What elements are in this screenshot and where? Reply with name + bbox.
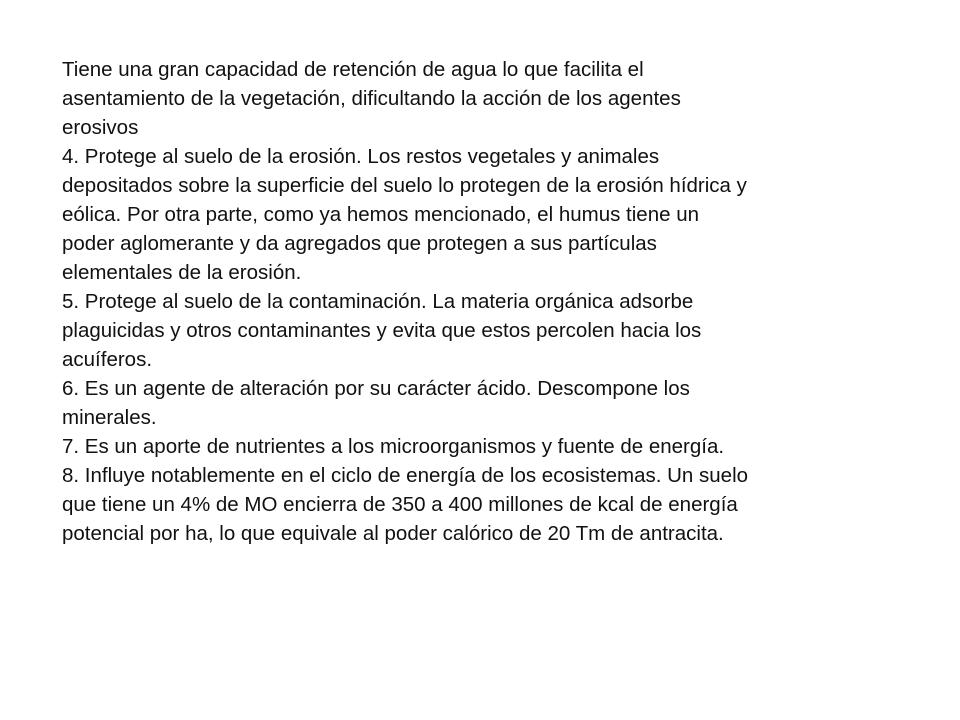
text-line: que tiene un 4% de MO encierra de 350 a 400 millones de kcal de energía — [62, 493, 738, 516]
text-line: 4. Protege al suelo de la erosión. Los restos vegetales y animales — [62, 145, 660, 168]
text-line: 7. Es un aporte de nutrientes a los microorganismos y fuente de energía. — [62, 435, 725, 458]
text-line: poder aglomerante y da agregados que protegen a sus partículas — [62, 232, 657, 255]
text-line: asentamiento de la vegetación, dificultando la acción de los agentes — [62, 87, 681, 110]
text-line: 8. Influye notablemente en el ciclo de energía de los ecosistemas. Un suelo — [62, 464, 749, 487]
text-line: potencial por ha, lo que equivale al poder calórico de 20 Tm de antracita. — [62, 522, 724, 545]
text-line: eólica. Por otra parte, como ya hemos mencionado, el humus tiene un — [62, 203, 699, 226]
text-line: erosivos — [62, 116, 139, 139]
text-line: Tiene una gran capacidad de retención de agua lo que facilita el — [62, 58, 644, 81]
text-line: plaguicidas y otros contaminantes y evita que estos percolen hacia los — [62, 319, 702, 342]
text-line: minerales. — [62, 406, 157, 429]
text-line: depositados sobre la superficie del suelo lo protegen de la erosión hídrica y — [62, 174, 747, 197]
body-text — [62, 55, 882, 548]
text-line: 5. Protege al suelo de la contaminación. La materia orgánica adsorbe — [62, 290, 694, 313]
text-line: elementales de la erosión. — [62, 261, 302, 284]
text-line: acuíferos. — [62, 348, 153, 371]
text-line: 6. Es un agente de alteración por su carácter ácido. Descompone los — [62, 377, 690, 400]
